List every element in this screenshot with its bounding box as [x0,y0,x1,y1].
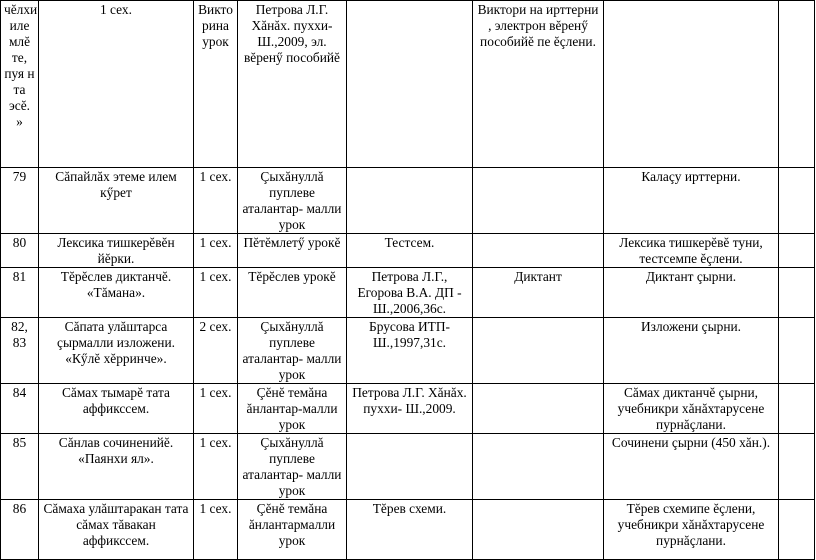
table-row [1,268,815,318]
cell-extra [779,434,815,500]
table-row [1,234,815,268]
cell-lesson-type: Çыхăнуллă пуплеве аталантар- малли урок [238,168,347,234]
cell-num: 86 [1,500,39,560]
cell-hours: 1 сех. [194,234,238,268]
table-row [1,384,815,434]
cell-extra [779,318,815,384]
cell-homework [604,1,779,168]
table-row-top [1,1,815,168]
cell-extra [779,500,815,560]
cell-lesson-type: Çĕнĕ темăна ăнлантар-малли урок [238,384,347,434]
cell-lesson-type: Çыхăнуллă пуплеве аталантар- малли урок [238,318,347,384]
cell-literature: Тестсем. [347,234,473,268]
cell-topic: Сăпайлăх этеме илем кӳрет [39,168,194,234]
cell-num: 84 [1,384,39,434]
table-row [1,500,815,560]
cell-literature: Тĕрев схеми. [347,500,473,560]
cell-control: Диктант [473,268,604,318]
table-row [1,434,815,500]
cell-literature [347,434,473,500]
cell-num: 82, 83 [1,318,39,384]
cell-topic: Сăпата улăштарса çырмалли изложени. «Кӳлĕ хĕрринче». [39,318,194,384]
cell-topic: Лексика тишкерĕвĕн йĕрки. [39,234,194,268]
cell-topic: Тĕрĕслев диктанчĕ. «Тăмана». [39,268,194,318]
cell-homework: Калаçу ирттерни. [604,168,779,234]
cell-topic: Сăмаха улăштаракан тата сăмах тăвакан аффикссем. [39,500,194,560]
cell-extra [779,1,815,168]
cell-homework: Сочинени çырни (450 хăн.). [604,434,779,500]
cell-literature [347,168,473,234]
cell-literature: Петрова Л.Г., Егорова В.А. ДП - Ш.,2006,36с. [347,268,473,318]
cell-control [473,500,604,560]
cell-extra [779,234,815,268]
cell-lesson-type: Пĕтĕмлетӳ урокĕ [238,234,347,268]
cell-homework: Диктант çырни. [604,268,779,318]
cell-control [473,434,604,500]
cell-lesson-type: Тĕрĕслев урокĕ [238,268,347,318]
cell-hours: 1 сех. [194,268,238,318]
cell-literature [347,1,473,168]
cell-literature: Брусова ИТП- Ш.,1997,31с. [347,318,473,384]
cell-topic: Сăнлав сочиненийĕ. «Паянхи ял». [39,434,194,500]
cell-num: 80 [1,234,39,268]
cell-literature: Петрова Л.Г. Хăнăх. пуххи- Ш.,2009. [347,384,473,434]
cell-extra [779,384,815,434]
cell-num: 79 [1,168,39,234]
cell-num: 81 [1,268,39,318]
cell-control: Виктори на ирттерни , электрон вĕренӳ пособийĕ пе ĕçлени. [473,1,604,168]
table-row [1,168,815,234]
cell-lesson-type: Çĕнĕ темăна ăнлантармалли урок [238,500,347,560]
cell-control [473,318,604,384]
cell-hours: 1 сех. [194,384,238,434]
cell-extra [779,268,815,318]
cell-hours: 2 сех. [194,318,238,384]
cell-lesson-type: Çыхăнуллă пуплеве аталантар- малли урок [238,434,347,500]
cell-hours: 1 сех. [194,500,238,560]
cell-homework: Изложени çырни. [604,318,779,384]
cell-homework: Лексика тишкерĕвĕ туни, тестсемпе ĕçлени. [604,234,779,268]
cell-control [473,168,604,234]
cell-homework: Сăмах диктанчĕ çырни, учебникри хăнăхтарусене пурнăçлани. [604,384,779,434]
cell-hours: Викто рина урок [194,1,238,168]
cell-topic: Сăмах тымарĕ тата аффикссем. [39,384,194,434]
cell-lesson-type: Петрова Л.Г. Хăнăх. пуххи- Ш.,2009, эл. вĕренӳ пособийĕ [238,1,347,168]
cell-topic: 1 сех. [39,1,194,168]
cell-homework: Тĕрев схемипе ĕçлени, учебникри хăнăхтарусене пурнăçлани. [604,500,779,560]
cell-extra [779,168,815,234]
cell-num: 85 [1,434,39,500]
cell-num: чĕлхи иле млĕ те, пуя н та эсĕ. » [1,1,39,168]
cell-control [473,384,604,434]
cell-hours: 1 сех. [194,168,238,234]
table-row [1,318,815,384]
cell-hours: 1 сех. [194,434,238,500]
cell-control [473,234,604,268]
